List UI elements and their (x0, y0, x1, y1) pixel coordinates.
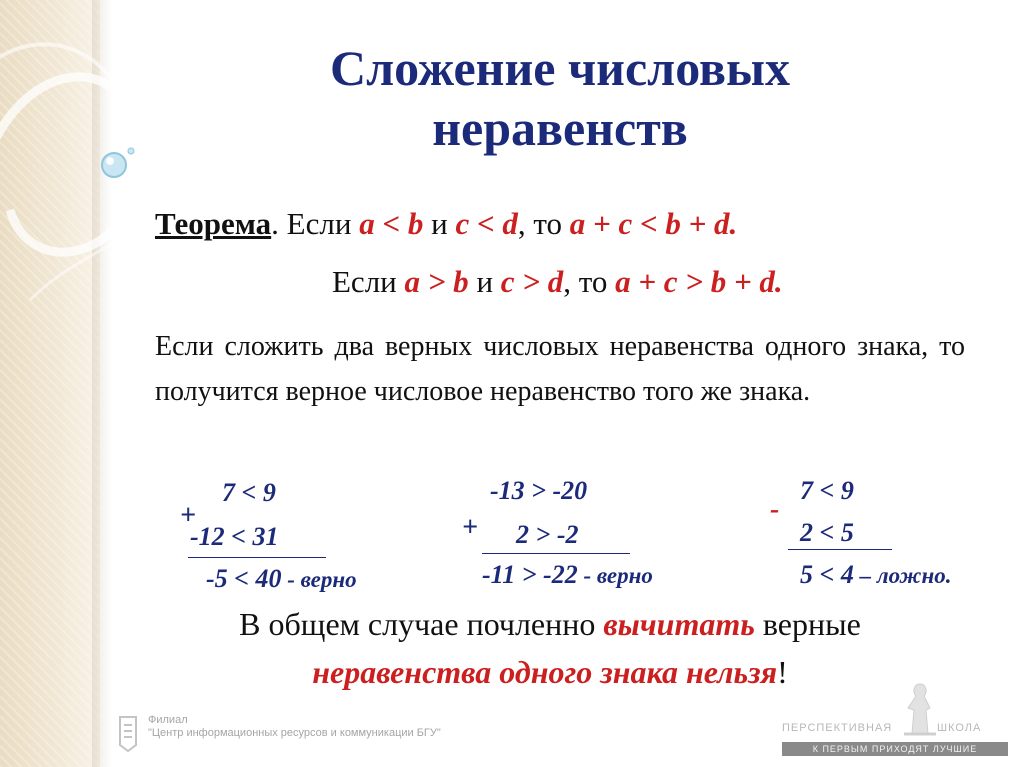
example-3-result (800, 560, 951, 590)
school-name-part-1: ПЕРСПЕКТИВНАЯ (782, 722, 893, 734)
title-line-2: неравенств (432, 100, 688, 156)
example-3-rule (788, 549, 892, 550)
footer-caption (148, 714, 441, 740)
school-slogan: К ПЕРВЫМ ПРИХОДЯТ ЛУЧШИЕ (782, 742, 1008, 756)
example-1-rule (188, 557, 326, 558)
bsu-logo-icon (118, 715, 142, 753)
condition-a-gt-b: a > b (404, 264, 469, 299)
bubble-icon (102, 153, 126, 177)
plus-sign: + (180, 500, 196, 531)
condition-c-lt-d: c < d (455, 206, 518, 241)
theorem-text: . Если (271, 206, 360, 241)
general-conclusion (100, 600, 1000, 696)
and-word: и (468, 264, 501, 299)
then-word: , то (563, 264, 616, 299)
example-1-result-value: -5 < 40 (206, 564, 282, 593)
example-2-verdict: - верно (577, 563, 653, 588)
example-2-line-1: -13 > -20 (490, 476, 588, 505)
general-line-2 (100, 648, 1000, 696)
example-2-result (482, 560, 653, 590)
rule-paragraph: Если сложить два верных числовых неравенства одного знака, то получится верное числовое неравенство того же знака. (155, 331, 965, 407)
example-1-line-1: 7 < 9 (222, 478, 276, 507)
theorem-line-1 (155, 206, 737, 242)
slide-title (180, 38, 940, 158)
conclusion-sum-gt: a + c > b + d. (615, 264, 783, 299)
general-line-1 (100, 600, 1000, 648)
condition-a-lt-b: a < b (359, 206, 424, 241)
theorem-label: Теорема (155, 206, 272, 241)
example-3-line-1: 7 < 9 (800, 476, 854, 505)
decorative-swirl (0, 0, 160, 320)
example-1-verdict: - верно (281, 567, 357, 592)
example-2-result-value: -11 > -22 (482, 560, 578, 589)
and-word: и (423, 206, 456, 241)
theorem-line-2 (332, 264, 783, 300)
exclamation: ! (777, 654, 788, 690)
example-2-line-2: 2 > -2 (516, 520, 579, 549)
example-1-line-2: -12 < 31 (190, 522, 279, 551)
plus-sign: + (462, 512, 478, 543)
example-2-rule (482, 553, 630, 554)
example-3-result-value: 5 < 4 (800, 560, 854, 589)
minus-sign: - (770, 494, 780, 525)
example-3-verdict: – ложно. (853, 563, 952, 588)
general-middle: верные (754, 606, 861, 642)
general-red-line: неравенства одного знака нельзя (312, 654, 778, 690)
general-prefix: В общем случае почленно (239, 606, 604, 642)
example-1-result (206, 564, 357, 594)
title-line-1: Сложение числовых (329, 40, 791, 96)
footer-branch: Филиал (148, 714, 188, 726)
if-word: Если (332, 264, 405, 299)
subtract-word: вычитать (603, 606, 755, 642)
condition-c-gt-d: c > d (500, 264, 564, 299)
footer-center: "Центр информационных ресурсов и коммуникации БГУ" (148, 727, 441, 739)
example-3-line-2: 2 < 5 (800, 518, 854, 547)
school-name-part-2: ШКОЛА (937, 722, 982, 734)
conclusion-sum-lt: a + c < b + d. (569, 206, 738, 241)
then-word: , то (517, 206, 570, 241)
